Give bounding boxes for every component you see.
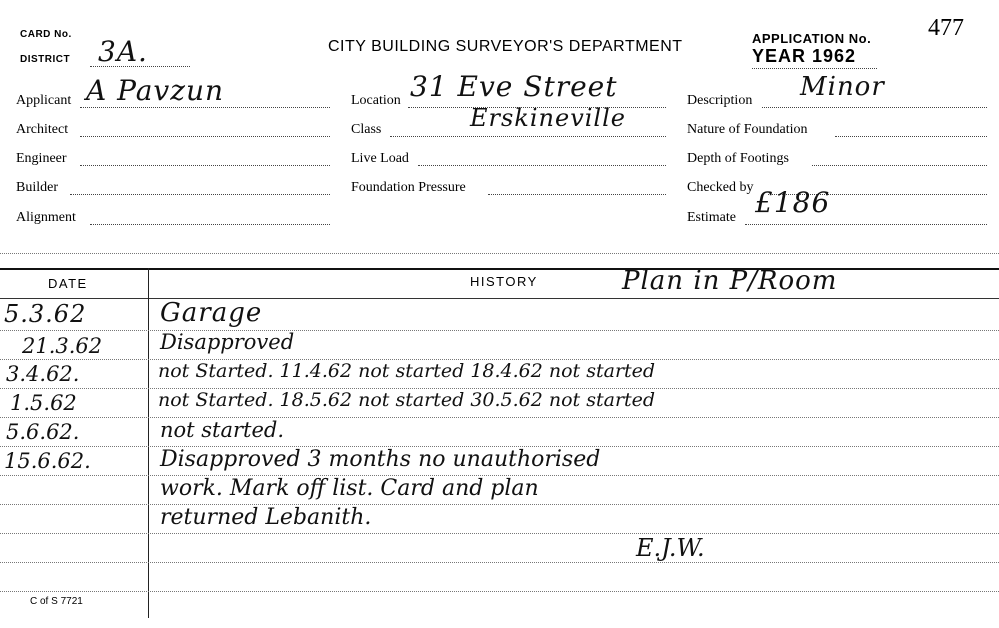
location-value: 31 Eve Street xyxy=(410,70,618,103)
estimate-label: Estimate xyxy=(687,210,736,225)
history-row-date: 1.5.62 xyxy=(10,391,77,415)
class-value: Erskineville xyxy=(470,104,626,132)
date-column-header: DATE xyxy=(48,276,88,291)
history-row-text: not started. xyxy=(160,418,285,442)
year-label: YEAR 1962 xyxy=(752,46,857,66)
history-note: Plan in P/Room xyxy=(622,266,838,296)
form-code: C of S 7721 xyxy=(30,596,83,607)
history-row-text: returned Lebanith. xyxy=(160,505,372,530)
district-value: 3A. xyxy=(98,35,148,68)
application-label: APPLICATION No. xyxy=(752,31,872,46)
applicant-label: Applicant xyxy=(16,93,72,108)
alignment-label: Alignment xyxy=(16,210,76,225)
history-row-date: 21.3.62 xyxy=(22,334,103,358)
history-row-text: Disapproved 3 months no unauthorised xyxy=(160,447,601,472)
depth-of-footings-label: Depth of Footings xyxy=(687,151,789,166)
engineer-label: Engineer xyxy=(16,151,67,166)
description-value: Minor xyxy=(800,72,885,102)
history-row-text: Disapproved xyxy=(160,330,295,354)
history-row-date: 5.6.62. xyxy=(6,420,80,444)
builder-label: Builder xyxy=(16,180,58,195)
nature-of-foundation-label: Nature of Foundation xyxy=(687,122,808,137)
history-row-date: 5.3.62 xyxy=(4,300,87,328)
class-label: Class xyxy=(351,122,382,137)
history-signature: E.J.W. xyxy=(636,534,705,562)
application-number: 477 xyxy=(928,15,964,41)
estimate-value: £186 xyxy=(755,186,831,219)
history-row-text: Garage xyxy=(160,298,263,328)
applicant-value: A Pavzun xyxy=(86,74,225,107)
description-label: Description xyxy=(687,93,753,108)
checked-by-label: Checked by xyxy=(687,180,754,195)
department-title: CITY BUILDING SURVEYOR'S DEPARTMENT xyxy=(328,38,683,55)
foundation-pressure-label: Foundation Pressure xyxy=(351,180,466,195)
history-row-text: not Started. 11.4.62 not started 18.4.62 not started xyxy=(158,360,656,382)
live-load-label: Live Load xyxy=(351,151,409,166)
history-row-text: not Started. 18.5.62 not started 30.5.62 not started xyxy=(158,389,656,411)
card-no-label: CARD No. xyxy=(20,29,72,40)
architect-label: Architect xyxy=(16,122,69,137)
history-column-header: HISTORY xyxy=(470,274,538,289)
location-label: Location xyxy=(351,93,401,108)
column-divider xyxy=(148,268,149,618)
district-label: DISTRICT xyxy=(20,54,71,65)
history-row-date: 3.4.62. xyxy=(6,362,80,386)
history-row-text: work. Mark off list. Card and plan xyxy=(160,476,539,501)
history-row-date: 15.6.62. xyxy=(4,449,91,473)
